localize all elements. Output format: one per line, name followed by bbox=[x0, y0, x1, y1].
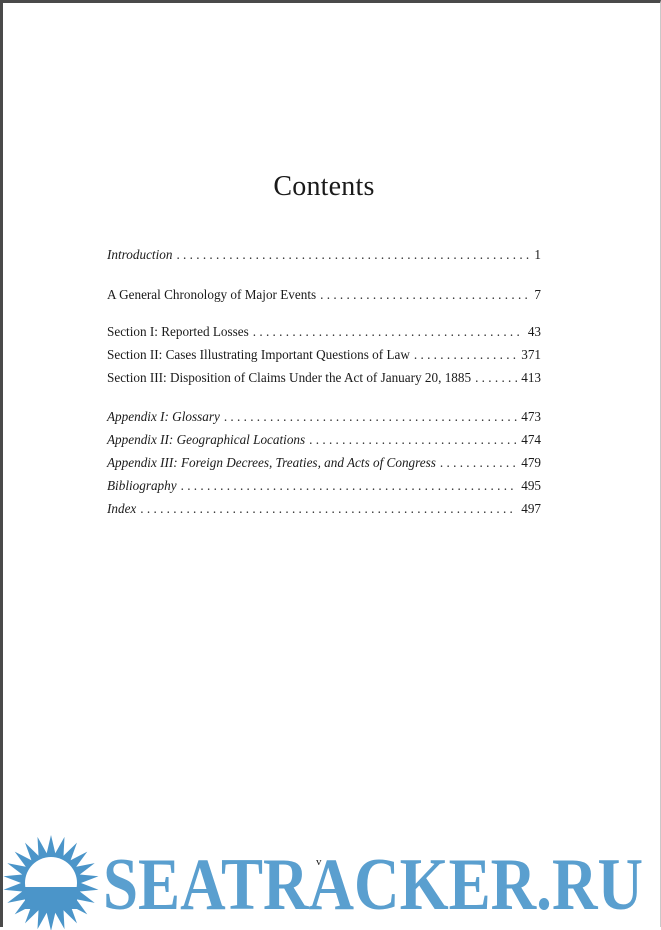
sun-horizon bbox=[25, 887, 77, 909]
toc-entry-page: 413 bbox=[521, 370, 541, 385]
toc-entry-appendix-2[interactable] bbox=[107, 432, 541, 450]
dot-leader bbox=[440, 455, 517, 471]
page-title: Contents bbox=[273, 171, 375, 202]
toc-entry-label: Section III: Disposition of Claims Under the Act of January 20, 1885 bbox=[107, 370, 472, 385]
toc-entry-section-2[interactable] bbox=[107, 347, 541, 365]
toc-entry-appendix-3[interactable] bbox=[107, 455, 541, 473]
toc-entry-page: 479 bbox=[521, 455, 541, 470]
toc-entry-label: Appendix I: Glossary bbox=[107, 409, 220, 424]
toc-entry-label: Appendix II: Geographical Locations bbox=[107, 432, 306, 447]
toc-entry-section-3[interactable] bbox=[107, 370, 541, 388]
watermark-logo bbox=[3, 829, 661, 930]
toc-entry-bibliography[interactable] bbox=[107, 478, 541, 496]
dot-leader bbox=[309, 432, 517, 448]
toc-entry-page: 7 bbox=[534, 287, 541, 302]
dot-leader bbox=[253, 324, 524, 340]
toc-entry-introduction[interactable] bbox=[107, 247, 541, 265]
toc-entry-label: Introduction bbox=[107, 247, 173, 262]
toc-entry-page: 43 bbox=[527, 324, 541, 339]
page-number: v bbox=[316, 856, 322, 868]
dot-leader bbox=[414, 347, 517, 363]
toc-entry-chronology[interactable] bbox=[107, 287, 541, 305]
dot-leader bbox=[181, 478, 518, 494]
toc-entry-page: 474 bbox=[521, 432, 541, 447]
dot-leader bbox=[320, 287, 530, 303]
toc-entry-page: 1 bbox=[534, 247, 541, 262]
dot-leader bbox=[176, 247, 530, 263]
toc-entry-page: 495 bbox=[521, 478, 541, 493]
toc-entry-label: Index bbox=[107, 501, 137, 516]
dot-leader bbox=[224, 409, 517, 425]
watermark-text: SEATRACKER.RU bbox=[103, 844, 643, 926]
toc-entry-label: Section I: Reported Losses bbox=[107, 324, 249, 339]
dot-leader bbox=[475, 370, 517, 386]
toc-entry-label: Bibliography bbox=[107, 478, 177, 493]
sun-icon bbox=[4, 835, 99, 930]
toc-entry-page: 371 bbox=[521, 347, 541, 362]
toc-entry-appendix-1[interactable] bbox=[107, 409, 541, 427]
toc-entry-section-1[interactable] bbox=[107, 324, 541, 342]
toc-entry-index[interactable] bbox=[107, 501, 541, 519]
toc-entry-page: 497 bbox=[521, 501, 541, 516]
toc-entry-label: Appendix III: Foreign Decrees, Treaties, and Acts of Congress bbox=[107, 455, 436, 470]
toc-entry-page: 473 bbox=[521, 409, 541, 424]
toc-entry-label: A General Chronology of Major Events bbox=[107, 287, 317, 302]
toc-entry-label: Section II: Cases Illustrating Important Questions of Law bbox=[107, 347, 410, 362]
dot-leader bbox=[140, 501, 517, 517]
